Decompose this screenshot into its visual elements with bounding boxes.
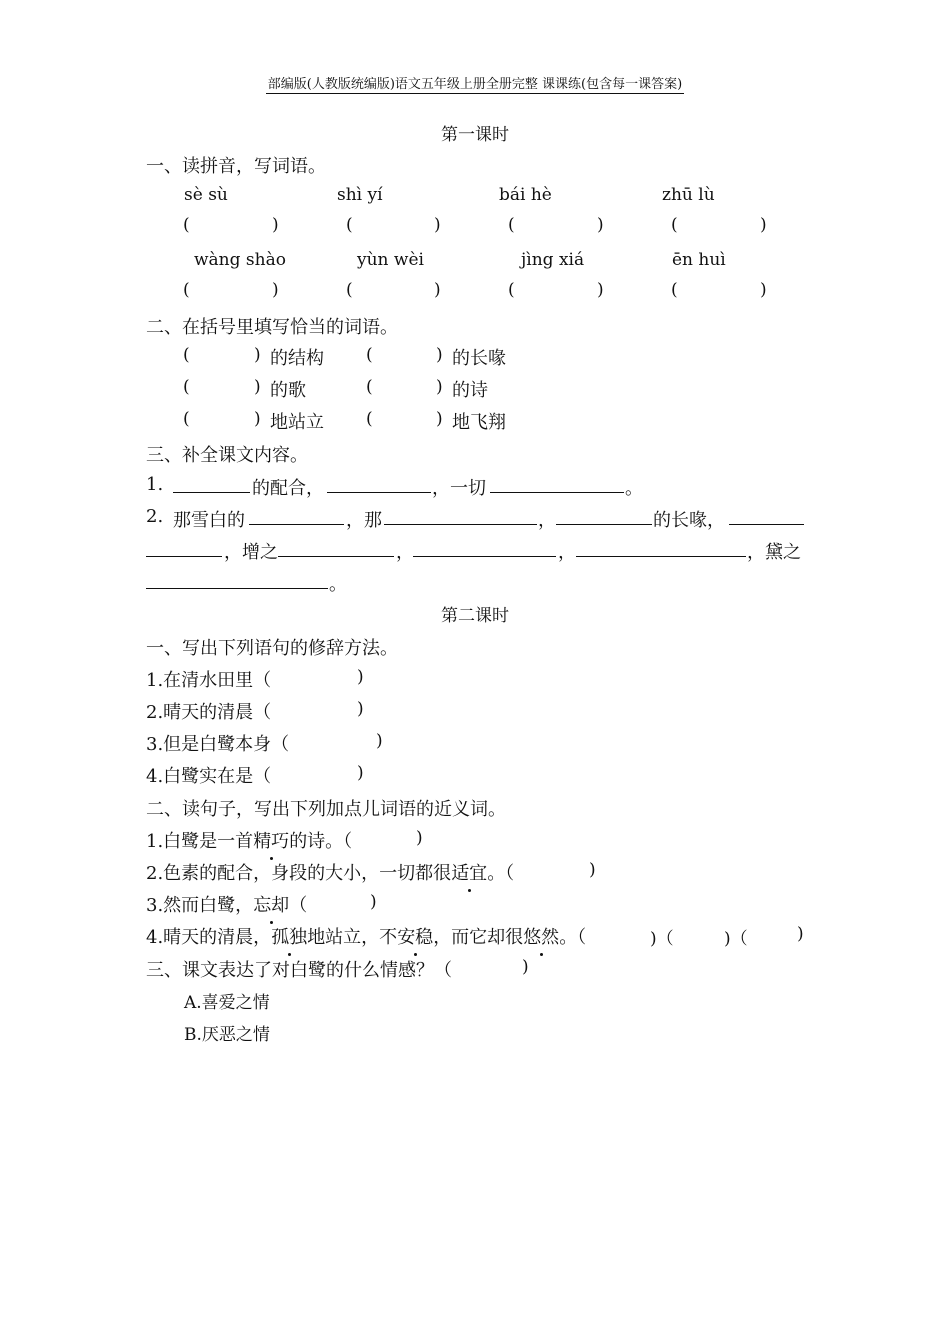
- pinyin-item: wàng shào: [194, 250, 286, 270]
- blank-line[interactable]: [146, 572, 328, 589]
- pinyin-item: bái hè: [499, 185, 552, 205]
- dotted-word: 安稳: [397, 923, 433, 949]
- list-item[interactable]: 1.白鹭是一首精巧的诗。（: [146, 827, 352, 853]
- dotted-word: 忘却: [253, 891, 289, 917]
- blank-line[interactable]: [556, 508, 652, 525]
- blank-line[interactable]: [490, 476, 624, 493]
- list-item[interactable]: 4.白鹭实在是（: [146, 766, 272, 787]
- blank-line[interactable]: [729, 508, 804, 525]
- lesson1-q3-heading: 三、补全课文内容。: [146, 445, 308, 466]
- blank-line[interactable]: [327, 476, 431, 493]
- dotted-word: 悠然: [523, 923, 559, 949]
- blank-line[interactable]: [413, 540, 556, 557]
- list-item[interactable]: 4.晴天的清晨，孤独地站立，不安稳，而它却很悠然。（: [146, 923, 586, 949]
- pinyin-item: zhū lù: [662, 185, 715, 205]
- list-item[interactable]: 1.在清水田里（: [146, 670, 272, 691]
- blank-line[interactable]: [384, 508, 537, 525]
- lesson1-q1-heading: 一、读拼音，写词语。: [146, 156, 326, 177]
- pinyin-item: sè sù: [184, 185, 228, 205]
- blank-line[interactable]: [278, 540, 394, 557]
- dotted-word: 精巧: [253, 827, 289, 853]
- pinyin-item: ēn huì: [672, 250, 726, 270]
- blank-line[interactable]: [249, 508, 344, 525]
- lesson2-q1-heading: 一、写出下列语句的修辞方法。: [146, 638, 398, 659]
- lesson1-q2-heading: 二、在括号里填写恰当的词语。: [146, 317, 398, 338]
- list-item[interactable]: 3.但是白鹭本身（: [146, 734, 290, 755]
- document-header: 部编版(人教版统编版)语文五年级上册全册完整 课课练(包含每一课答案): [267, 77, 683, 92]
- list-item[interactable]: 3.然而白鹭，忘却（: [146, 891, 307, 917]
- fill-line-1: 1.: [146, 474, 164, 495]
- list-item[interactable]: 2.色素的配合，身段的大小，一切都很适宜。（: [146, 859, 514, 885]
- option-b[interactable]: B.厌恶之情: [184, 1025, 270, 1045]
- lesson2-q2-heading: 二、读句子，写出下列加点儿词语的近义词。: [146, 799, 506, 820]
- pinyin-item: shì yí: [337, 185, 383, 205]
- lesson2-q3-heading: 三、课文表达了对白鹭的什么情感？（: [146, 960, 452, 981]
- lesson1-title: 第一课时: [441, 125, 509, 145]
- option-a[interactable]: A.喜爱之情: [184, 993, 270, 1013]
- pinyin-item: jìng xiá: [521, 250, 585, 270]
- lesson2-title: 第二课时: [441, 606, 509, 626]
- blank-line[interactable]: [173, 476, 250, 493]
- blank-line[interactable]: [146, 540, 222, 557]
- dotted-word: 孤独: [271, 923, 307, 949]
- pinyin-item: yùn wèi: [357, 250, 424, 270]
- list-item[interactable]: 2.晴天的清晨（: [146, 702, 272, 723]
- blank-line[interactable]: [576, 540, 746, 557]
- dotted-word: 适宜: [451, 859, 487, 885]
